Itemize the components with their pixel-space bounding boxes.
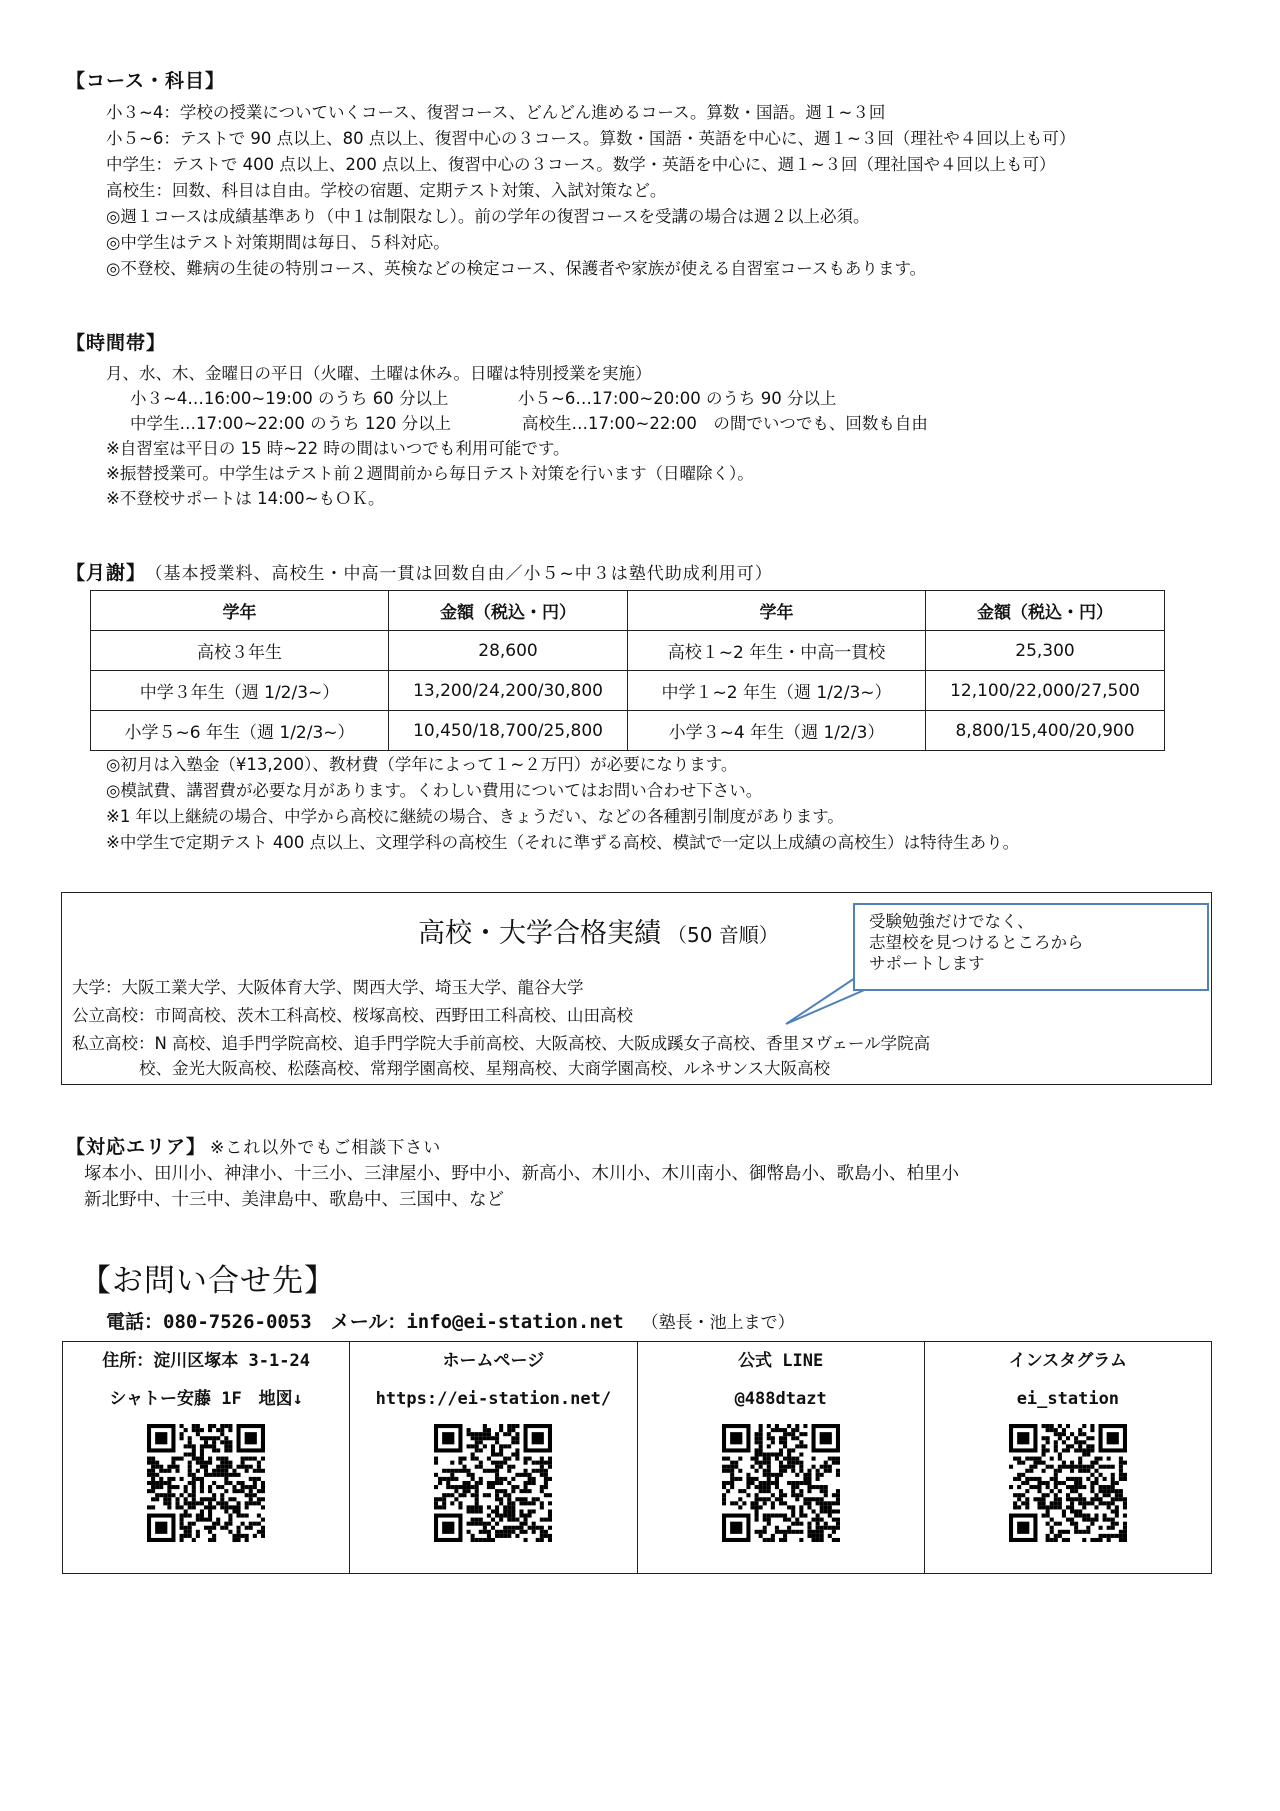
- instagram-id[interactable]: ei_station: [1016, 1389, 1120, 1409]
- fee-cell: 小学５~6 年生（週 1/2/3~）: [91, 711, 389, 751]
- time-line: 高校生…17:00~22:00 の間でいつでも、回数も自由: [522, 414, 928, 433]
- instagram-qr-code[interactable]: [1009, 1424, 1127, 1542]
- results-public-high-schools: 公立高校：市岡高校、茨木工科高校、桜塚高校、西野田工科高校、山田高校: [72, 1006, 633, 1025]
- table-row: [91, 631, 1165, 671]
- course-line: ◎週１コースは成績基準あり（中１は制限なし）。前の学年の復習コースを受講の場合は週２以上必須。: [106, 207, 870, 226]
- callout-line: 志望校を見つけるところから: [869, 933, 1084, 952]
- line-id[interactable]: @488dtazt: [734, 1389, 827, 1409]
- fee-header-grade: 学年: [627, 591, 925, 631]
- address-building: シャトー安藤 1F 地図↓: [109, 1389, 303, 1409]
- contact-tel-line: [106, 1307, 795, 1334]
- line-label: 公式 LINE: [738, 1351, 824, 1371]
- fee-title: 【月謝】: [66, 562, 147, 584]
- course-line: ◎不登校、難病の生徒の特別コース、英検などの検定コース、保護者や家族が使える自習室コースもあります。: [106, 259, 927, 278]
- time-line: 月、水、木、金曜日の平日（火曜、土曜は休み。日曜は特別授業を実施）: [106, 364, 652, 383]
- homepage-link[interactable]: https://ei-station.net/: [375, 1389, 612, 1409]
- fee-section-title: [66, 558, 773, 585]
- time-section-title: 【時間帯】: [66, 332, 167, 354]
- area-title: 【対応エリア】: [66, 1136, 207, 1158]
- instagram-label: インスタグラム: [1008, 1351, 1128, 1371]
- callout-line: サポートします: [869, 954, 985, 973]
- results-private-high-schools: 校、金光大阪高校、松蔭高校、常翔学園高校、星翔高校、大商学園高校、ルネサンス大阪高校: [139, 1059, 831, 1078]
- fee-header-amount: 金額（税込・円）: [926, 591, 1165, 631]
- results-university: 大学：大阪工業大学、大阪体育大学、関西大学、埼玉大学、龍谷大学: [72, 978, 584, 997]
- fee-note: ※1 年以上継続の場合、中学から高校に継続の場合、きょうだい、などの各種割引制度があります。: [106, 807, 844, 826]
- time-line: 中学生…17:00~22:00 のうち 120 分以上: [130, 414, 452, 433]
- course-line: 中学生：テストで 400 点以上、200 点以上、復習中心の３コース。数学・英語を中心に、週１~３回（理社国や４回以上も可）: [106, 155, 1056, 174]
- fee-cell: 中学１~2 年生（週 1/2/3~）: [627, 671, 925, 711]
- fee-note: ※中学生で定期テスト 400 点以上、文理学科の高校生（それに準ずる高校、模試で一定以上成績の高校生）は特待生あり。: [106, 833, 1020, 852]
- fee-cell: 高校３年生: [91, 631, 389, 671]
- fee-note: ◎模試費、講習費が必要な月があります。くわしい費用についてはお問い合わせ下さい。: [106, 781, 763, 800]
- contact-cell-line: [637, 1342, 924, 1574]
- results-title-text: 高校・大学合格実績: [418, 918, 661, 949]
- fee-header-amount: 金額（税込・円）: [389, 591, 628, 631]
- area-line: 新北野中、十三中、美津島中、歌島中、三国中、など: [84, 1190, 504, 1210]
- contact-table: [62, 1341, 1212, 1574]
- course-line: 高校生：回数、科目は自由。学校の宿題、定期テスト対策、入試対策など。: [106, 181, 667, 200]
- fee-table-header-row: [91, 591, 1165, 631]
- homepage-qr-code[interactable]: [434, 1424, 552, 1542]
- area-line: 塚本小、田川小、神津小、十三小、三津屋小、野中小、新高小、木川小、木川南小、御幣島小、歌島小、柏里小: [84, 1164, 959, 1184]
- results-private-high-schools: 私立高校：N 高校、追手門学院高校、追手門学院大手前高校、大阪高校、大阪成蹊女子高校、香里ヌヴェール学院高: [72, 1034, 931, 1053]
- contact-row: [63, 1342, 1212, 1574]
- course-line: 小３~4：学校の授業についていくコース、復習コース、どんどん進めるコース。算数・国語。週１~３回: [106, 103, 886, 122]
- course-section-title: 【コース・科目】: [66, 70, 226, 92]
- table-row: [91, 711, 1165, 751]
- contact-phone-email: 電話：080-7526-0053 メール：info@ei-station.net: [106, 1311, 624, 1333]
- fee-cell: 高校１~2 年生・中高一貫校: [627, 631, 925, 671]
- fee-cell: 10,450/18,700/25,800: [389, 711, 628, 751]
- homepage-label: ホームページ: [442, 1351, 545, 1371]
- area-section-title: [66, 1132, 441, 1159]
- contact-title: 【お問い合せ先】: [80, 1263, 336, 1299]
- fee-subtitle: （基本授業料、高校生・中高一貫は回数自由／小５~中３は塾代助成利用可）: [154, 564, 773, 584]
- contact-cell-address: [63, 1342, 350, 1574]
- address-text: 住所：淀川区塚本 3-1-24: [102, 1351, 310, 1371]
- time-line: 小３~4…16:00~19:00 のうち 60 分以上: [130, 389, 449, 408]
- fee-cell: 25,300: [926, 631, 1165, 671]
- time-note: ※自習室は平日の 15 時~22 時の間はいつでも利用可能です。: [106, 439, 570, 458]
- callout-note: [853, 903, 1209, 991]
- fee-cell: 13,200/24,200/30,800: [389, 671, 628, 711]
- fee-cell: 12,100/22,000/27,500: [926, 671, 1165, 711]
- fee-cell: 28,600: [389, 631, 628, 671]
- table-row: [91, 671, 1165, 711]
- contact-cell-instagram: [924, 1342, 1211, 1574]
- course-line: ◎中学生はテスト対策期間は毎日、５科対応。: [106, 233, 450, 252]
- time-line: 小５~6…17:00~20:00 のうち 90 分以上: [518, 389, 837, 408]
- time-note: ※不登校サポートは 14:00~もＯＫ。: [106, 489, 385, 508]
- time-note: ※振替授業可。中学生はテスト前２週間前から毎日テスト対策を行います（日曜除く）。: [106, 464, 754, 483]
- line-qr-code[interactable]: [722, 1424, 840, 1542]
- course-line: 小５~6：テストで 90 点以上、80 点以上、復習中心の３コース。算数・国語・英語を中心に、週１~３回（理社や４回以上も可）: [106, 129, 1076, 148]
- map-qr-code[interactable]: [147, 1424, 265, 1542]
- results-title-paren: （50 音順）: [667, 923, 779, 947]
- fee-note: ◎初月は入塾金（¥13,200）、教材費（学年によって１~２万円）が必要になります。: [106, 755, 738, 774]
- results-title: [418, 911, 779, 950]
- fee-cell: 小学３~4 年生（週 1/2/3）: [627, 711, 925, 751]
- fee-header-grade: 学年: [91, 591, 389, 631]
- area-subtitle: ※これ以外でもご相談下さい: [210, 1138, 442, 1158]
- fee-cell: 8,800/15,400/20,900: [926, 711, 1165, 751]
- contact-cell-homepage: [350, 1342, 637, 1574]
- fee-cell: 中学３年生（週 1/2/3~）: [91, 671, 389, 711]
- callout-line: 受験勉強だけでなく、: [869, 912, 1034, 931]
- fee-table: [90, 590, 1165, 751]
- contact-note: （塾長・池上まで）: [641, 1313, 795, 1333]
